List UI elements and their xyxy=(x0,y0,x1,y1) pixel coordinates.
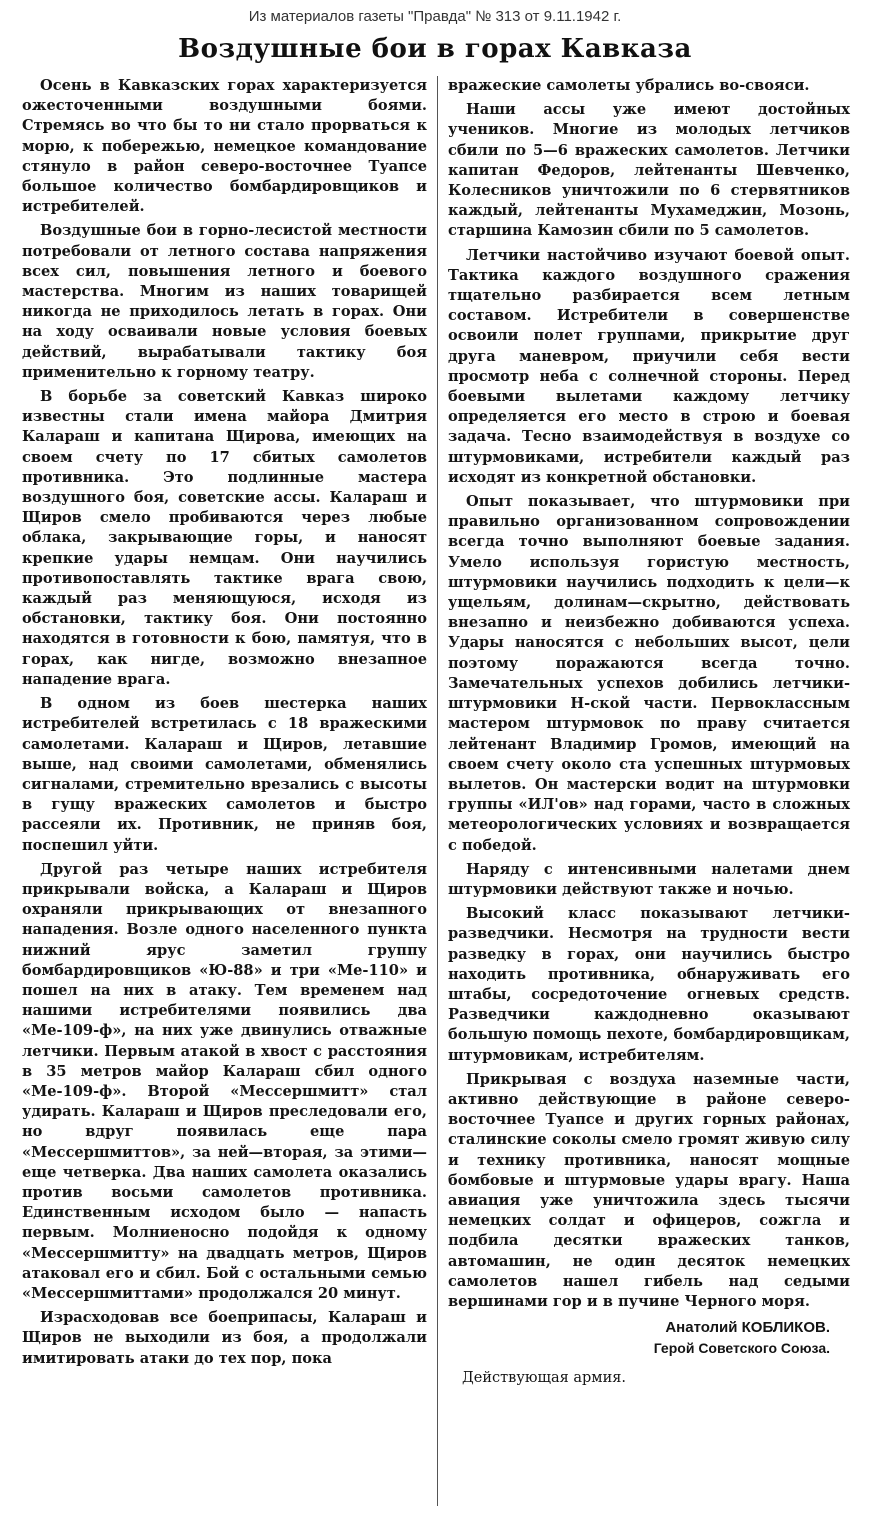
source-note: Из материалов газеты "Правда" № 313 от 9.11.1942 г. xyxy=(248,8,622,25)
paragraph: Наши ассы уже имеют достойных учеников. Многие из молодых летчиков сбили по 5—6 вражеских самолетов. Летчики капитан Федоров, лейтенанты Шевченко, Колесников уничтожили по 6 стервятников каждый, лейтенанты Мухамеджин, Мозонь, старшина Камозин сбили по 5 самолетов. xyxy=(448,101,850,240)
paragraph-continuation: вражеские самолеты убрались во-свояси. xyxy=(448,77,810,94)
left-column xyxy=(22,76,427,1373)
article-headline: Воздушные бои в горах Кавказа xyxy=(178,34,692,64)
column-divider xyxy=(437,76,438,1506)
paragraph: Летчики настойчиво изучают боевой опыт. Тактика каждого воздушного сражения тщательно разбирается всем летным составом. Истребители в совершенстве освоили полет группами, прикрытие друг друга маневром, приучили себя вести просмотр неба с солнечной стороны. Перед боевыми вылетами каждому летчику определяется его место в строю и боевая задача. Тесно взаимодействуя в воздухе со штурмовиками, истребители каждый раз исходят из конкретной обстановки. xyxy=(448,246,850,486)
paragraph: В борьбе за советский Кавказ широко известны стали имена майора Дмитрия Калараш и капитана Щирова, имеющих на своем счету по 17 сбитых самолетов противника. Это подлинные мастера воздушного боя, советские ассы. Калараш и Щиров смело пробиваются через любые облака, закрывающие горы, и наносят крепкие удары немцам. Они научились противопоставлять тактике врага свою, каждый раз меняющуюся, исходя из обстановки, тактику боя. Они постоянно находятся в готовности к бою, памятуя, что в горах, как нигде, возможно внезапное нападение врага. xyxy=(22,388,427,688)
paragraph: Высокий класс показывают летчики-разведчики. Несмотря на трудности вести разведку в горах, они научились быстро находить противника, обнаруживать его штабы, сосредоточение огневых средств. Разведчики каждодневно оказывают большую помощь пехоте, бомбардировщикам, штурмовикам, истребителям. xyxy=(448,905,850,1064)
paragraph: Воздушные бои в горно-лесистой местности потребовали от летного состава напряжения всех сил, повышения летного и боевого мастерства. Многим из наших товарищей никогда не приходилось летать в горах. Они на ходу осваивали новые условия боевых действий, вырабатывали тактику боя применительно к горному театру. xyxy=(22,222,427,381)
dateline: Действующая армия. xyxy=(462,1370,627,1387)
paragraph: Другой раз четыре наших истребителя прикрывали войска, а Калараш и Щиров охраняли прикрывающих от внезапного нападения. Возле одного населенного пункта нижний ярус заметил группу бомбардировщиков «Ю-88» и три «Ме-110» и пошел на них в атаку. Тем временем над нашими истребителями появились два «Ме-109-ф», на них уже двинулись отважные летчики. Первым атакой в хвост с расстояния в 35 метров майор Калараш сбил одного «Ме-109-ф». Второй «Мессершмитт» стал удирать. Калараш и Щиров преследовали его, но вдруг появилась еще пара «Мессершмиттов», за ней—вторая, за этими—еще четверка. Два наших самолета оказались против восьми самолетов противника. Единственным исходом было — напасть первым. Молниеносно подойдя к одному «Мессершмитту» на двадцать метров, Щиров атаковал его и сбил. Бой с остальными семью «Мессершмиттами» продолжался 20 минут. xyxy=(22,860,427,1302)
author-signature xyxy=(448,1318,850,1358)
paragraph: Опыт показывает, что штурмовики при правильно организованном сопровождении всегда точно выполняют боевые задания. Умело используя гористую местность, штурмовики научились подходить к цели—к ущельям, долинам—скрытно, действовать внезапно и неизбежно добиваются успеха. Удары наносятся с небольших высот, цели поэтому поражаются всегда точно. Замечательных успехов добились летчики-штурмовики Н-ской части. Первоклассным мастером штурмовок по праву считается лейтенант Владимир Громов, имеющий на своем счету около ста успешных штурмовых вылетов. Он мастерски водит на штурмовки группы «ИЛ'ов» над горами, часто в сложных метеорологических условиях и возвращается с победой. xyxy=(448,493,850,854)
paragraph: В одном из боев шестерка наших истребителей встретилась с 18 вражескими самолетами. Калараш и Щиров, летавшие выше, над своими самолетами, обменялись сигналами, стремительно врезались с высоты в гущу вражеских самолетов и быстро рассеяли их. Противник, не приняв боя, поспешил уйти. xyxy=(22,695,427,854)
author-title: Герой Советского Союза. xyxy=(653,1340,830,1357)
paragraph: Прикрывая с воздуха наземные части, активно действующие в районе северо-восточнее Туапсе и других горных районах, сталинские соколы смело громят живую силу и технику противника, наносят мощные бомбовые и штурмовые удары врагу. Наша авиация уже уничтожила здесь тысячи немецких солдат и офицеров, сожгла и подбила десятки вражеских танков, автомашин, не один десяток немецких самолетов нашел гибель над седыми вершинами гор и в пучине Черного моря. xyxy=(448,1070,850,1310)
right-column xyxy=(448,76,850,1388)
paragraph: Наряду с интенсивными налетами днем штурмовики действуют также и ночью. xyxy=(448,860,850,898)
author-name: Анатолий КОБЛИКОВ. xyxy=(665,1319,830,1337)
paragraph: Израсходовав все боеприпасы, Калараш и Щиров не выходили из боя, а продолжали имитировать атаки до тех пор, пока xyxy=(22,1309,427,1367)
paragraph: Осень в Кавказских горах характеризуется ожесточенными воздушными боями. Стремясь во что бы то ни стало прорваться к морю, к побережью, немецкое командование стянуло в район северо-восточнее Туапсе большое количество бомбардировщиков и истребителей. xyxy=(22,77,427,216)
